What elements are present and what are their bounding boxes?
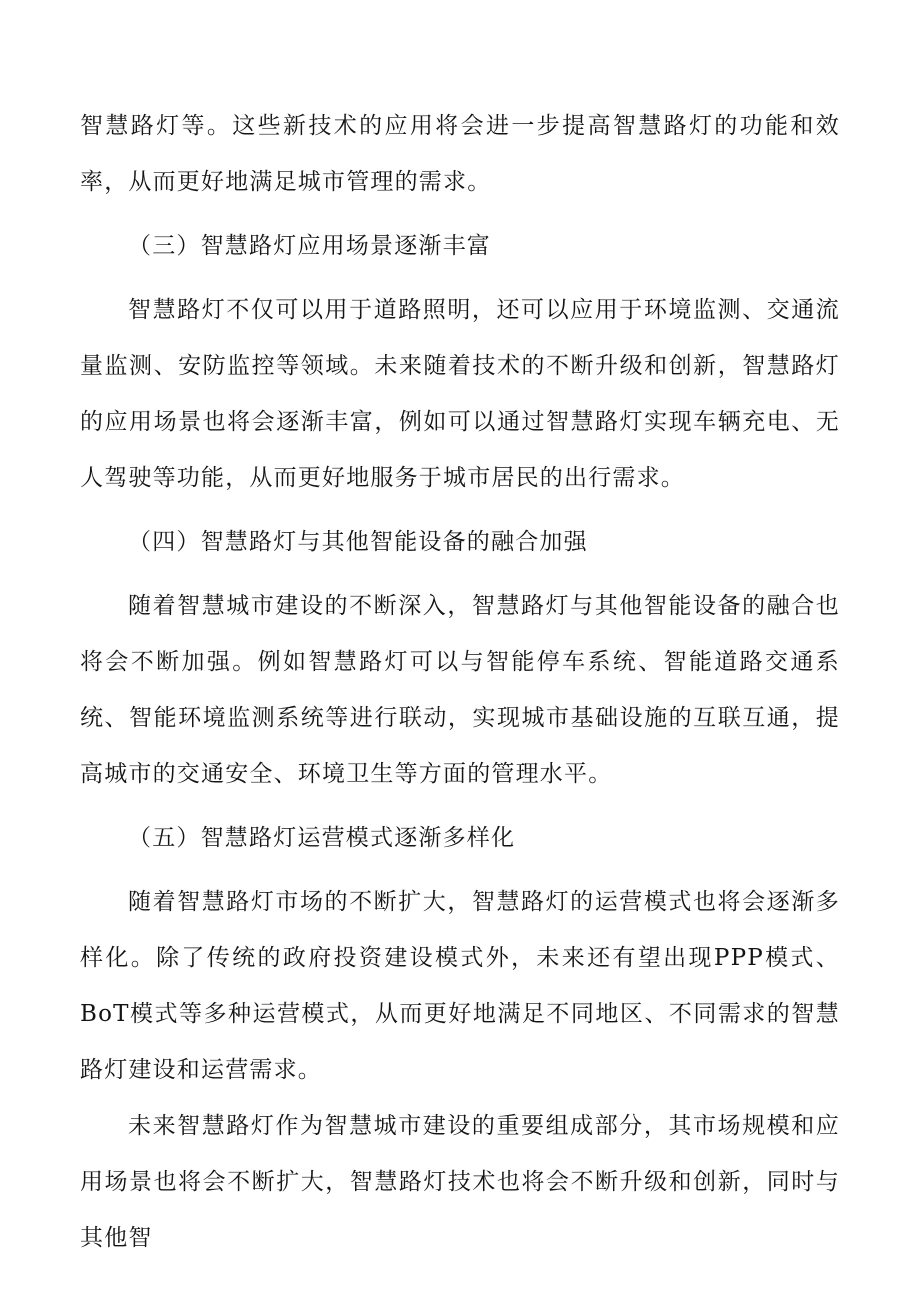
section-heading-3: （三）智慧路灯应用场景逐渐丰富	[128, 233, 491, 259]
paragraph-device-integration: 随着智慧城市建设的不断深入，智慧路灯与其他智能设备的融合也将会不断加强。例如智慧路灯可以与智能停车系统、智能道路交通系统、智能环境监测系统等进行联动，实现城市基础设施的互联互通，提高城市的交通安全、环境卫生等方面的管理水平。	[80, 593, 840, 787]
document-body	[80, 98, 840, 1266]
section-heading-4: （四）智慧路灯与其他智能设备的融合加强	[128, 529, 588, 555]
paragraph-application-scenarios: 智慧路灯不仅可以用于道路照明，还可以应用于环境监测、交通流量监测、安防监控等领域。未来随着技术的不断升级和创新，智慧路灯的应用场景也将会逐渐丰富，例如可以通过智慧路灯实现车辆充电、无人驾驶等功能，从而更好地服务于城市居民的出行需求。	[80, 297, 840, 491]
section-heading-5: （五）智慧路灯运营模式逐渐多样化	[128, 825, 516, 851]
paragraph-future-outlook: 未来智慧路灯作为智慧城市建设的重要组成部分，其市场规模和应用场景也将会不断扩大，智慧路灯技术也将会不断升级和创新，同时与其他智	[80, 1113, 840, 1251]
paragraph-continuation: 智慧路灯等。这些新技术的应用将会进一步提高智慧路灯的功能和效率，从而更好地满足城市管理的需求。	[80, 113, 840, 195]
paragraph-operation-models: 随着智慧路灯市场的不断扩大，智慧路灯的运营模式也将会逐渐多样化。除了传统的政府投资建设模式外，未来还有望出现PPP模式、BoT模式等多种运营模式，从而更好地满足不同地区、不同需求的智慧路灯建设和运营需求。	[80, 889, 840, 1083]
